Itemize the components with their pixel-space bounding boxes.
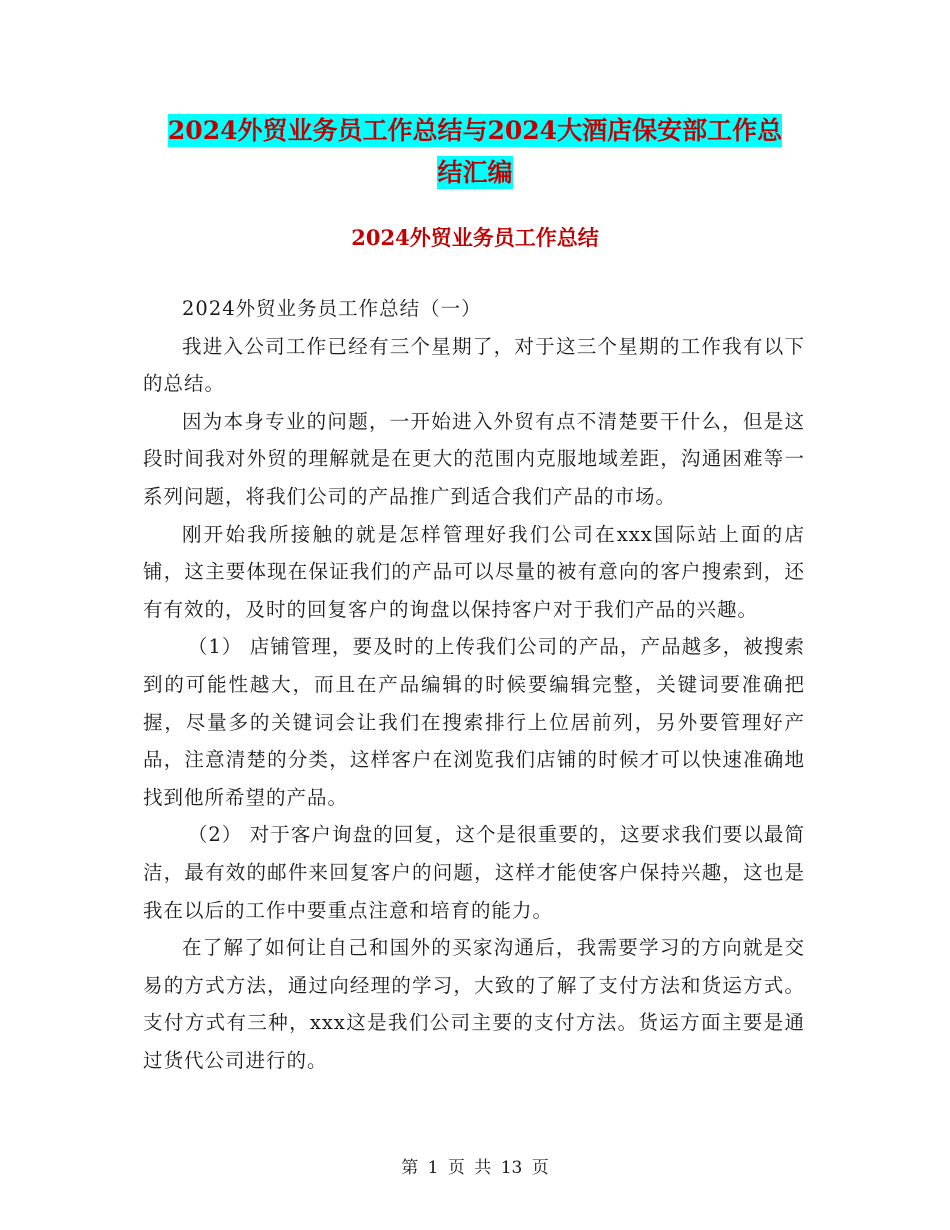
paragraph: 在了解了如何让自己和国外的买家沟通后，我需要学习的方向就是交易的方式方法，通过向经理的学习，大致的了解了支付方法和货运方式。支付方式有三种，xxx这是我们公司主要的支付方法。货运方面主要是通过货代公司进行的。 [143,936,805,1072]
paragraph-item-2: （2） 对于客户询盘的回复，这个是很重要的，这要求我们要以最简洁，最有效的邮件来回复客户的问题，这样才能使客户保持兴趣，这也是我在以后的工作中要重点注意和培育的能力。 [143,823,805,922]
document-body [143,290,805,1079]
section-title: 2024外贸业务员工作总结 [351,225,599,250]
paragraph-subtitle: 2024外贸业务员工作总结（一） [182,297,482,320]
page-footer: 第 1 页 共 13 页 [401,1158,549,1178]
paragraph: 刚开始我所接触的就是怎样管理好我们公司在xxx国际站上面的店铺，这主要体现在保证我们的产品可以尽量的被有意向的客户搜索到，还有有效的，及时的回复客户的询盘以保持客户对于我们产品的兴趣。 [143,522,805,621]
paragraph: 我进入公司工作已经有三个星期了，对于这三个星期的工作我有以下的总结。 [143,334,805,396]
paragraph: 因为本身专业的问题，一开始进入外贸有点不清楚要干什么，但是这段时间我对外贸的理解就是在更大的范围内克服地域差距，沟通困难等一系列问题，将我们公司的产品推广到适合我们产品的市场。 [143,409,805,508]
paragraph-item-1: （1） 店铺管理，要及时的上传我们公司的产品，产品越多，被搜索到的可能性越大，而且在产品编辑的时候要编辑完整，关键词要准确把握，尽量多的关键词会让我们在搜索排行上位居前列，另外要管理好产品，注意清楚的分类，这样客户在浏览我们店铺的时候才可以快速准确地找到他所希望的产品。 [143,635,805,809]
title-line-2: 结汇编 [437,158,513,187]
title-line-1: 2024外贸业务员工作总结与2024大酒店保安部工作总 [167,116,783,145]
document-title [140,110,810,194]
